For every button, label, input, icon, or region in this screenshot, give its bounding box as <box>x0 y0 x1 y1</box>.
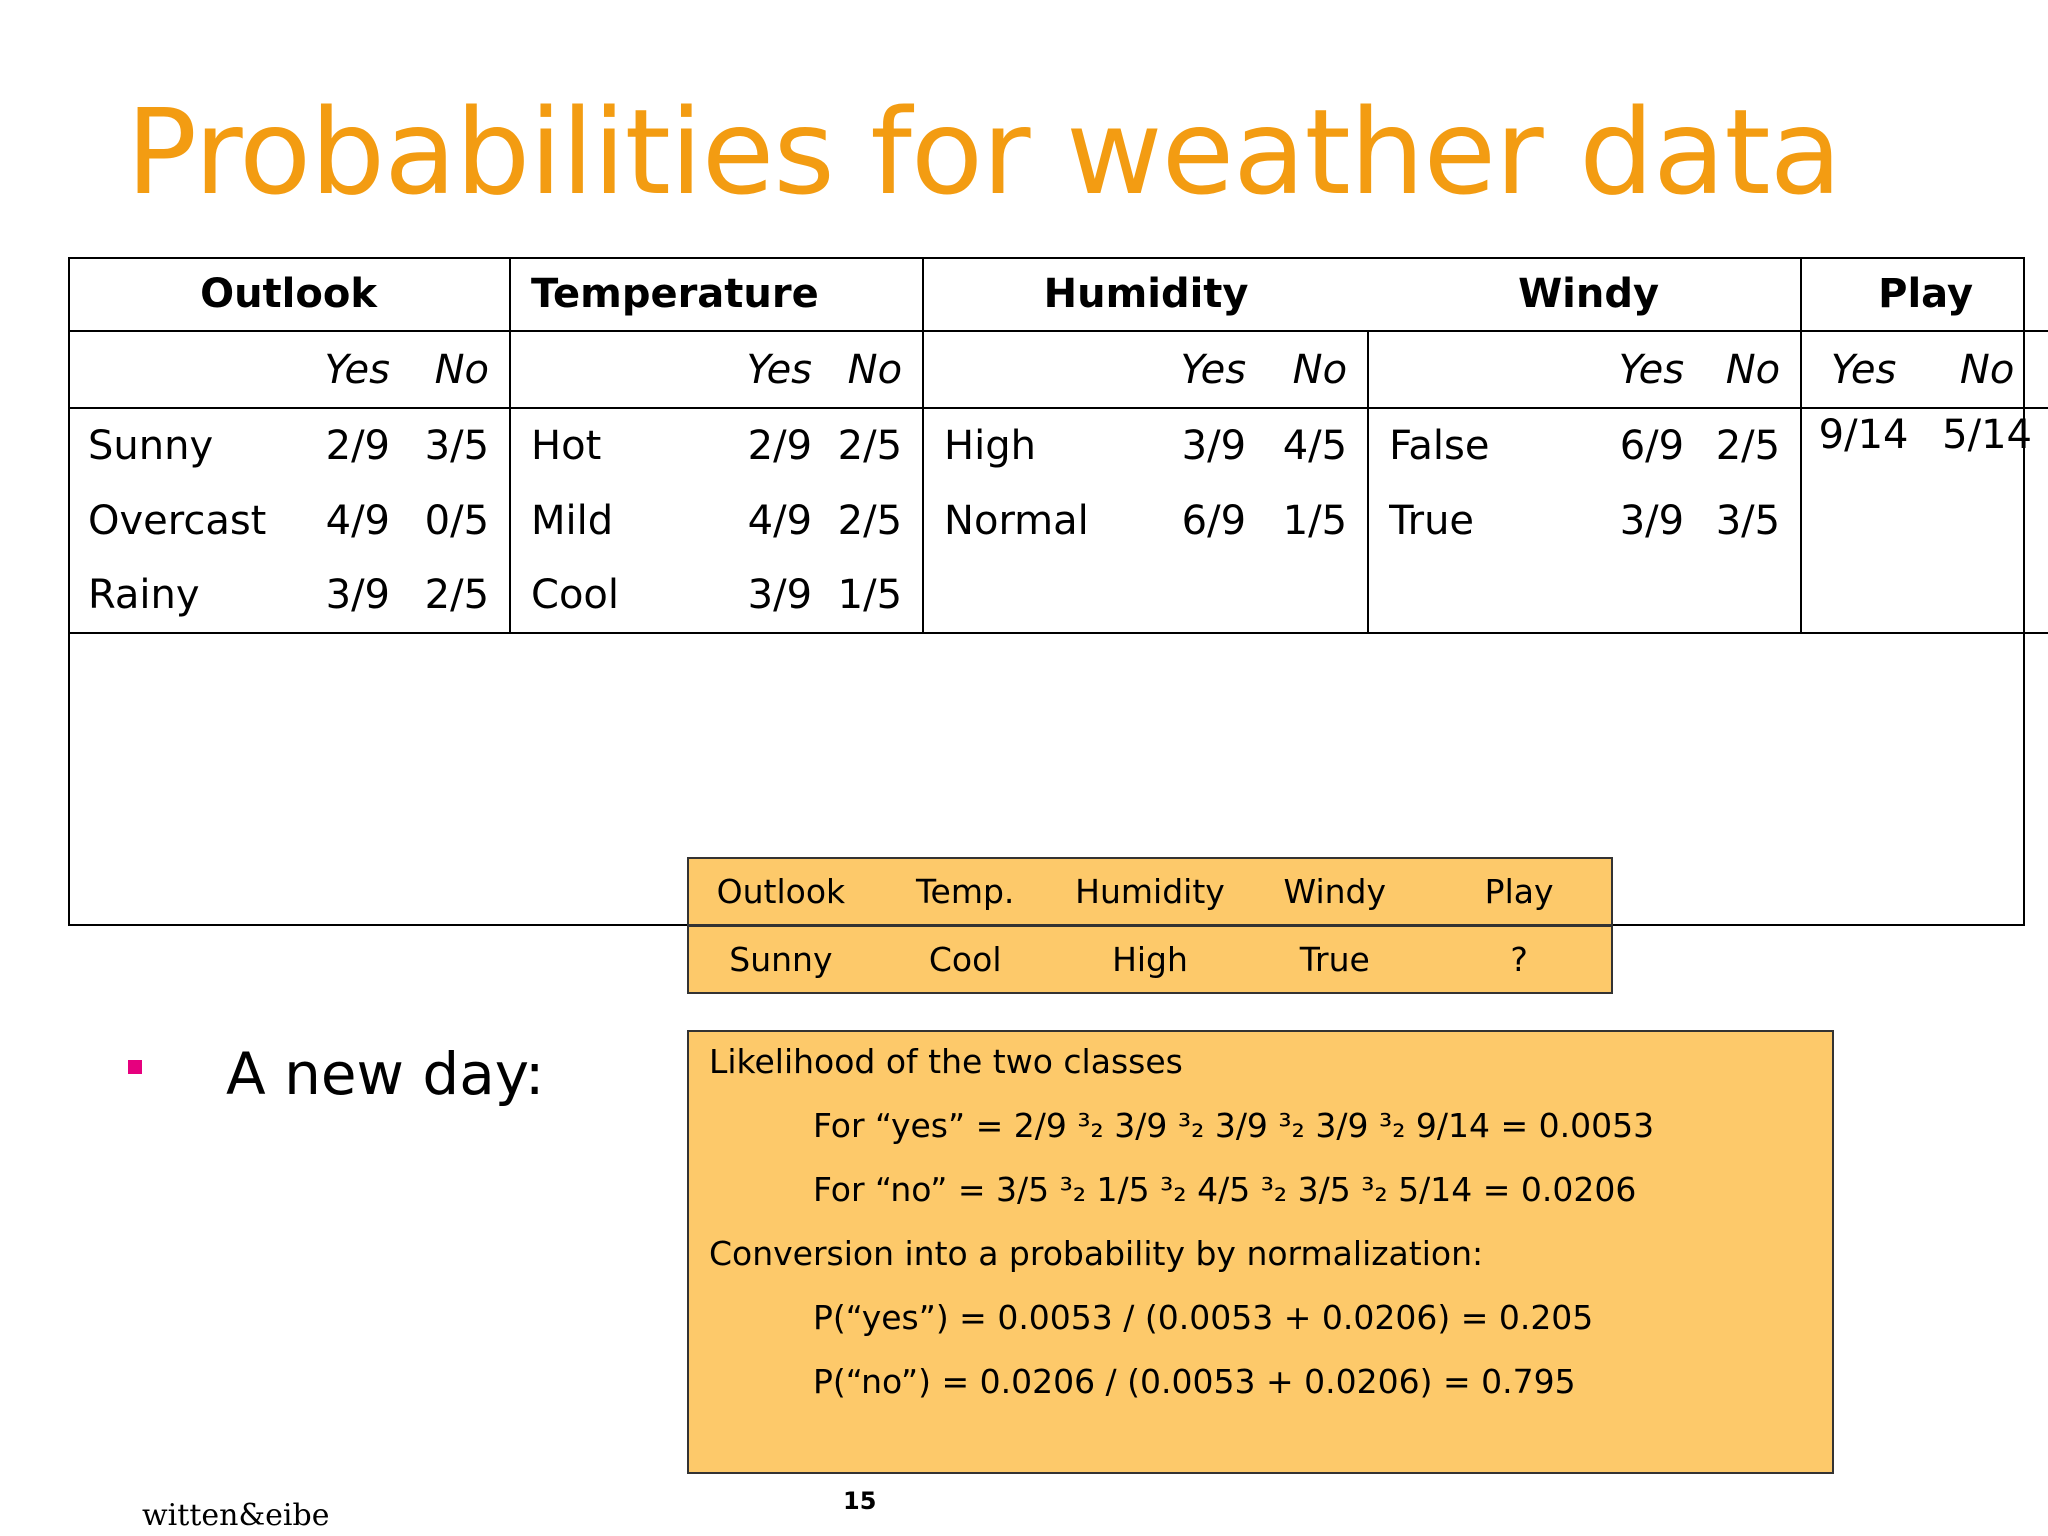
table-label-cell: Sunny <box>88 423 214 469</box>
header-humidity: Humidity <box>923 257 1368 331</box>
no-label: No <box>847 346 903 393</box>
table-label-cell: True <box>1368 483 1568 558</box>
table-value-cell: 5/14 <box>1942 412 2032 458</box>
table-label-cell: Rainy <box>88 572 200 618</box>
table-value-cell: 3/9 <box>747 572 813 618</box>
likelihood-calculation-box <box>687 1030 1834 1474</box>
table-value-cell: 3/9 <box>1181 423 1247 469</box>
calc-line-heading: Likelihood of the two classes <box>709 1042 1183 1081</box>
calc-line-normalization: Conversion into a probability by normalization: <box>709 1234 1484 1273</box>
table-label-cell: Mild <box>510 483 692 558</box>
table-label-cell <box>1368 558 1568 633</box>
footer-author: witten&eibe <box>142 1498 330 1533</box>
new-day-value-play: ? <box>1510 940 1528 979</box>
header-temperature: Temperature <box>510 257 923 331</box>
slide-title: Probabilities for weather data <box>126 83 1841 221</box>
bullet-marker <box>128 1060 142 1074</box>
new-day-table <box>687 857 1613 994</box>
table-label-cell: Cool <box>510 558 692 633</box>
table-value-cell: 1/5 <box>1282 497 1348 544</box>
table-value-cell: 6/9 <box>1181 497 1247 544</box>
page-number: 15 <box>843 1487 877 1515</box>
table-value-cell: 3/9 <box>1619 497 1685 544</box>
header-play: Play <box>1801 257 2048 331</box>
table-value-cell: 3/9 <box>325 572 390 618</box>
new-day-value-outlook: Sunny <box>729 940 833 979</box>
table-value-cell <box>1123 558 1246 633</box>
count-rows <box>68 408 2048 633</box>
table-label-cell <box>923 558 1123 633</box>
new-day-label: A new day: <box>226 1040 545 1108</box>
new-day-header-humidity: Humidity <box>1058 858 1243 926</box>
no-label: No <box>1292 346 1348 393</box>
table-row <box>68 633 2048 708</box>
calc-line-yes: For “yes” = 2/9 ³₂ 3/9 ³₂ 3/9 ³₂ 3/9 ³₂ 9/14 = 0.0053 <box>813 1106 1655 1145</box>
no-label: No <box>1959 346 2015 393</box>
table-value-cell: 4/5 <box>1282 423 1348 469</box>
table-value-cell <box>1684 558 1801 633</box>
new-day-header-outlook: Outlook <box>688 858 873 926</box>
calc-line-prob-yes: P(“yes”) = 0.0053 / (0.0053 + 0.0206) = 0.205 <box>813 1298 1594 1337</box>
table-value-cell <box>1925 483 2048 558</box>
no-label: No <box>1725 346 1781 393</box>
yes-label: Yes <box>1618 346 1685 393</box>
table-label-cell: Normal <box>923 483 1123 558</box>
table-value-cell: 2/5 <box>424 572 490 618</box>
table-value-cell: 0/5 <box>424 497 490 544</box>
table-value-cell: 4/9 <box>747 497 813 544</box>
table-value-cell: 2/9 <box>747 423 813 469</box>
table-value-cell <box>1246 558 1368 633</box>
table-value-cell: 4/9 <box>325 497 390 544</box>
table-value-cell: 3/5 <box>1715 497 1781 544</box>
table-row <box>68 783 2048 858</box>
table-row <box>68 483 2048 558</box>
table-row <box>68 408 2048 483</box>
yes-label: Yes <box>746 346 813 393</box>
table-label-cell: False <box>1368 408 1568 483</box>
header-windy: Windy <box>1518 270 1660 317</box>
header-outlook: Outlook <box>200 270 377 317</box>
table-value-cell: 2/9 <box>325 423 390 469</box>
no-label: No <box>434 346 490 393</box>
calc-line-prob-no: P(“no”) = 0.0206 / (0.0053 + 0.0206) = 0.795 <box>813 1362 1576 1401</box>
table-row <box>68 558 2048 633</box>
table-value-cell: 6/9 <box>1619 423 1685 469</box>
new-day-header-windy: Windy <box>1242 858 1427 926</box>
calc-line-no: For “no” = 3/5 ³₂ 1/5 ³₂ 4/5 ³₂ 3/5 ³₂ 5/14 = 0.0206 <box>813 1170 1637 1209</box>
probability-rows <box>68 633 2048 858</box>
table-value-cell: 9/14 <box>1801 408 1925 483</box>
table-value-cell <box>1568 558 1684 633</box>
table-row <box>68 708 2048 783</box>
table-value-cell <box>1801 558 1925 633</box>
table-label-cell: High <box>923 408 1123 483</box>
table-label-cell: Hot <box>510 408 692 483</box>
table-value-cell: 3/5 <box>424 423 490 469</box>
table-value-cell: 2/5 <box>837 497 903 544</box>
new-day-header-temp: Temp. <box>873 858 1058 926</box>
table-value-cell: 1/5 <box>837 572 903 618</box>
weather-probability-table <box>68 257 2048 858</box>
table-value-cell: 2/5 <box>1715 423 1781 469</box>
table-value-cell <box>1801 483 1925 558</box>
yes-label: Yes <box>1801 331 1925 408</box>
yes-label: Yes <box>324 346 390 393</box>
table-value-cell: 2/5 <box>837 423 903 469</box>
new-day-value-humidity: High <box>1112 940 1188 979</box>
new-day-value-temp: Cool <box>928 940 1002 979</box>
table-label-cell: Overcast <box>88 497 267 544</box>
new-day-value-windy: True <box>1299 940 1370 979</box>
table-value-cell <box>1925 558 2048 633</box>
new-day-header-play: Play <box>1427 858 1612 926</box>
yes-label: Yes <box>1180 346 1247 393</box>
